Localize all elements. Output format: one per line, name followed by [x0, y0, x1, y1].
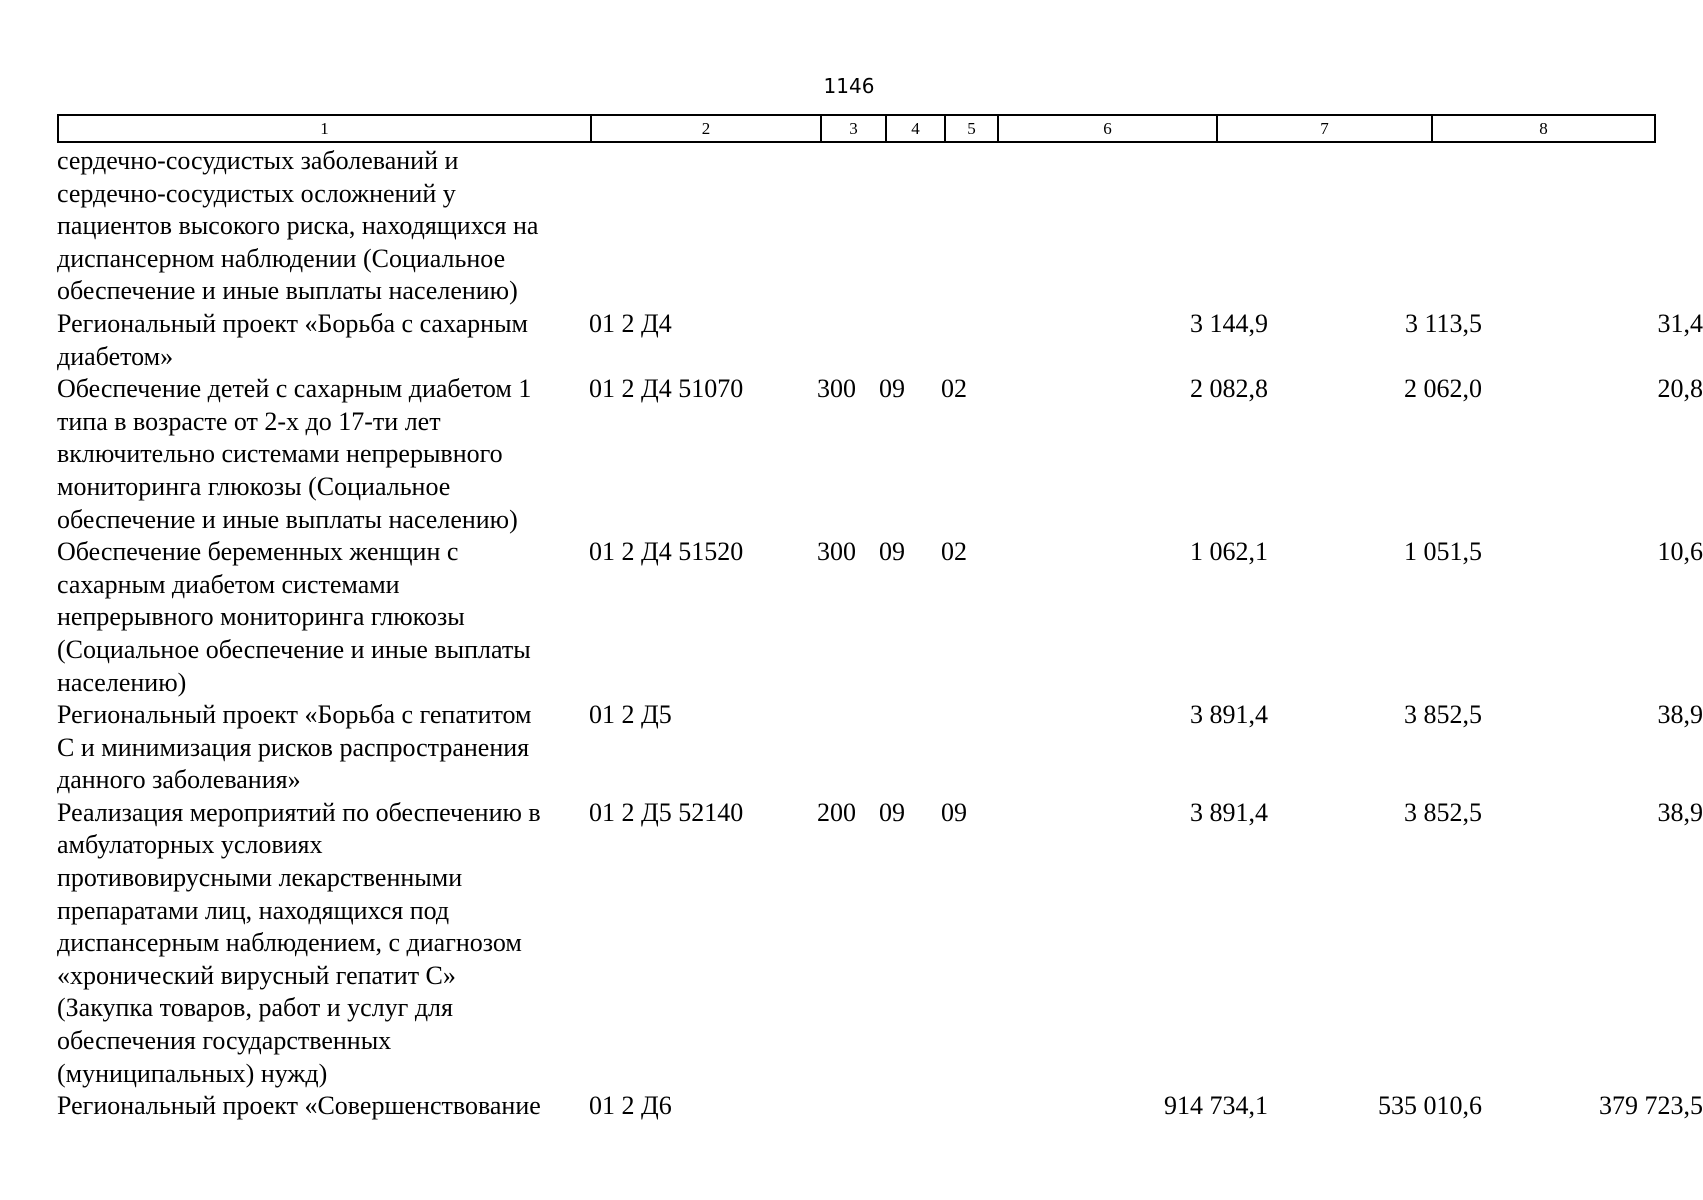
row-name: Реализация мероприятий по обеспечению в амбулаторных условиях противовирусными лекарственными препаратами лиц, находящихся под диспансерным наблюдением, с диагнозом «хронический вирусный гепатит С» (Закупка товаров, работ и услуг для обеспечения государственных (муниципальных) нужд) — [57, 797, 541, 1088]
row-col-4: 09 — [879, 537, 905, 567]
row-value-8: 31,4 — [1657, 308, 1703, 338]
table-body — [57, 145, 1703, 1123]
row-value-7: 535 010,6 — [1378, 1091, 1482, 1121]
row-code: 01 2 Д5 52140 — [589, 797, 744, 827]
row-col-3: 200 — [817, 797, 856, 827]
table-row — [57, 308, 1703, 373]
row-value-8: 20,8 — [1657, 374, 1703, 404]
row-value-8: 38,9 — [1657, 797, 1703, 827]
table-row — [57, 536, 1703, 699]
row-col-5: 09 — [941, 797, 967, 827]
row-value-6: 1 062,1 — [1190, 537, 1268, 567]
table-row — [57, 699, 1703, 797]
table-row — [57, 373, 1703, 536]
row-col-3: 300 — [817, 374, 856, 404]
column-header-5: 5 — [945, 115, 998, 142]
row-code: 01 2 Д4 51520 — [589, 537, 744, 567]
row-value-7: 2 062,0 — [1404, 374, 1482, 404]
row-col-5: 02 — [941, 374, 967, 404]
column-header-8: 8 — [1432, 115, 1655, 142]
row-value-6: 2 082,8 — [1190, 374, 1268, 404]
row-value-8: 379 723,5 — [1599, 1091, 1703, 1121]
row-name: Региональный проект «Совершенствование — [57, 1091, 541, 1121]
table-row — [57, 145, 1657, 308]
column-header-4: 4 — [886, 115, 945, 142]
row-col-5: 02 — [941, 537, 967, 567]
row-value-7: 1 051,5 — [1404, 537, 1482, 567]
row-value-7: 3 852,5 — [1404, 700, 1482, 730]
row-value-8: 38,9 — [1657, 700, 1703, 730]
table-row — [57, 1090, 1703, 1123]
column-header-row — [58, 115, 1655, 142]
row-value-7: 3 113,5 — [1404, 308, 1482, 338]
row-value-6: 3 891,4 — [1190, 700, 1268, 730]
row-value-6: 3 891,4 — [1190, 797, 1268, 827]
column-header-1: 1 — [58, 115, 591, 142]
column-header-2: 2 — [591, 115, 821, 142]
column-header-7: 7 — [1217, 115, 1432, 142]
row-code: 01 2 Д6 — [589, 1091, 672, 1121]
row-value-6: 914 734,1 — [1164, 1091, 1268, 1121]
row-col-4: 09 — [879, 797, 905, 827]
row-name: Обеспечение детей с сахарным диабетом 1 типа в возрасте от 2-х до 17-ти лет включительно системами непрерывного мониторинга глюкозы (Социальное обеспечение и иные выплаты населению) — [57, 374, 532, 534]
row-col-4: 09 — [879, 374, 905, 404]
page-number: 1146 — [823, 74, 875, 98]
row-value-6: 3 144,9 — [1190, 308, 1268, 338]
row-code: 01 2 Д5 — [589, 700, 672, 730]
column-header-table — [57, 114, 1656, 143]
row-code: 01 2 Д4 51070 — [589, 374, 744, 404]
row-name: Региональный проект «Борьба с сахарным диабетом» — [57, 308, 528, 371]
row-name: сердечно-сосудистых заболеваний и сердечно-сосудистых осложнений у пациентов высокого риска, находящихся на диспансерном наблюдении (Социальное обеспечение и иные выплаты населению) — [57, 146, 539, 306]
table-row — [57, 797, 1703, 1090]
column-header-3: 3 — [821, 115, 886, 142]
column-header-6: 6 — [998, 115, 1217, 142]
row-name: Региональный проект «Борьба с гепатитом С и минимизация рисков распространения данного заболевания» — [57, 700, 532, 795]
row-name: Обеспечение беременных женщин с сахарным диабетом системами непрерывного мониторинга глюкозы (Социальное обеспечение и иные выплаты населению) — [57, 537, 531, 697]
row-value-8: 10,6 — [1657, 537, 1703, 567]
row-col-3: 300 — [817, 537, 856, 567]
row-value-7: 3 852,5 — [1404, 797, 1482, 827]
row-code: 01 2 Д4 — [589, 308, 672, 338]
